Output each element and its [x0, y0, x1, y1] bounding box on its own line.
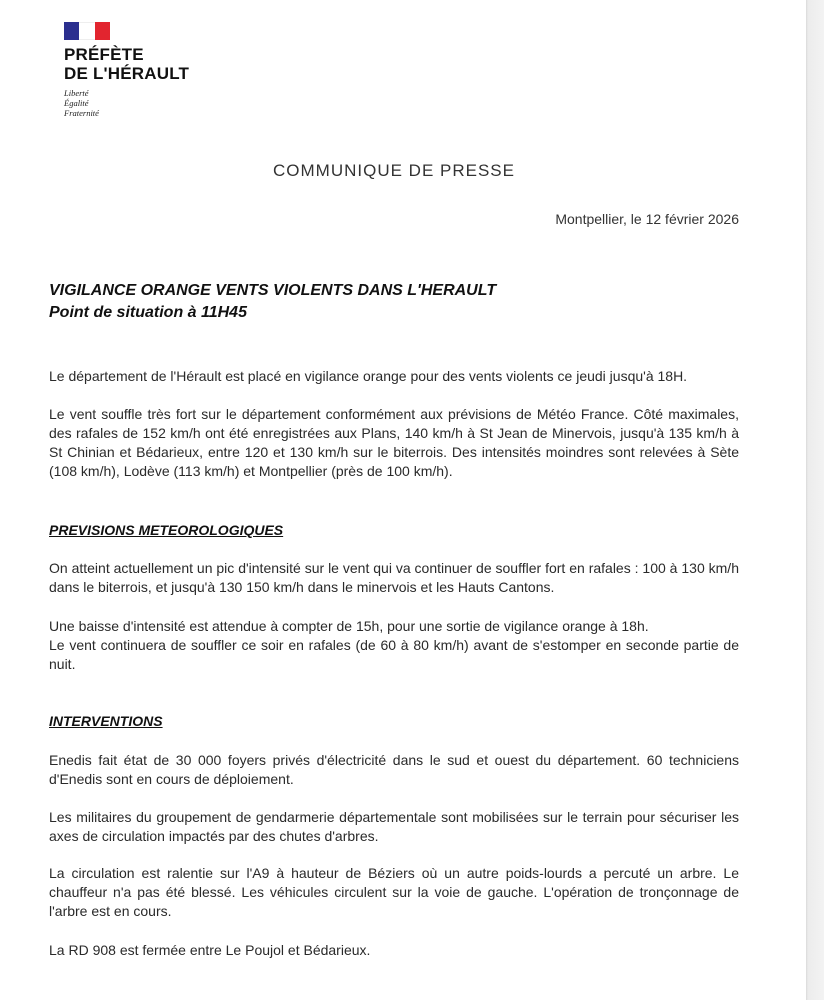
interventions-heading: INTERVENTIONS — [49, 713, 163, 729]
prefecture-logo — [64, 22, 189, 118]
motto-fraternite: Fraternité — [64, 108, 99, 118]
headline-subtitle: Point de situation à 11H45 — [49, 304, 247, 321]
brand-line-1: PRÉFÈTE — [64, 45, 144, 64]
interventions-paragraph-2: Les militaires du groupement de gendarmerie départementale sont mobilisées sur le terrain pour sécuriser les axes de circulation impactés par des chutes d'arbres. — [49, 809, 739, 844]
intro-paragraph-2: Le vent souffle très fort sur le département conformément aux prévisions de Météo France. Côté maximales, des rafales de 152 km/h ont été enregistrées aux Plans, 140 km/h à St Jean de Minervois, jusqu'à 135 km/h à St Chinian et Bédarieux, entre 120 et 130 km/h sur le biterrois. Des intensités moindres sont relevées à Sète (108 km/h), Lodève (113 km/h) et Montpellier (près de 100 km/h). — [49, 406, 739, 479]
headline-title: VIGILANCE ORANGE VENTS VIOLENTS DANS L'HERAULT — [49, 282, 497, 299]
brand-line-2: DE L'HÉRAULT — [64, 64, 190, 83]
document-date: Montpellier, le 12 février 2026 — [555, 211, 739, 227]
interventions-paragraph-1: Enedis fait état de 30 000 foyers privés d'électricité dans le sud et ouest du département. 60 techniciens d'Enedis sont en cours de déploiement. — [49, 752, 739, 787]
motto-egalite: Égalité — [64, 98, 89, 108]
motto-liberte: Liberté — [64, 88, 89, 98]
previsions-paragraph-3: Le vent continuera de souffler ce soir en rafales (de 60 à 80 km/h) avant de s'estomper en seconde partie de nuit. — [49, 637, 739, 672]
page-edge — [806, 0, 824, 1000]
prefecture-name — [64, 45, 189, 83]
french-flag-icon — [64, 22, 110, 40]
previsions-paragraph-1: On atteint actuellement un pic d'intensité sur le vent qui va continuer de souffler fort en rafales : 100 à 130 km/h dans le biterrois, et jusqu'à 130 150 km/h dans le minervois et les Hauts Cantons. — [49, 560, 739, 595]
previsions-paragraph-2: Une baisse d'intensité est attendue à compter de 15h, pour une sortie de vigilance orange à 18h. — [49, 618, 649, 634]
headline — [49, 280, 496, 324]
interventions-paragraph-3: La circulation est ralentie sur l'A9 à hauteur de Béziers où un autre poids-lourds a percuté un arbre. Le chauffeur n'a pas été blessé. Les véhicules circulent sur la voie de gauche. L'opération de tronçonnage de l'arbre est en cours. — [49, 865, 739, 919]
republic-motto — [64, 88, 189, 118]
previsions-heading: PREVISIONS METEOROLOGIQUES — [49, 522, 284, 538]
document-type: COMMUNIQUE DE PRESSE — [273, 161, 515, 180]
intro-paragraph-1: Le département de l'Hérault est placé en vigilance orange pour des vents violents ce jeudi jusqu'à 18H. — [49, 368, 688, 384]
interventions-paragraph-4: La RD 908 est fermée entre Le Poujol et Bédarieux. — [49, 942, 371, 958]
